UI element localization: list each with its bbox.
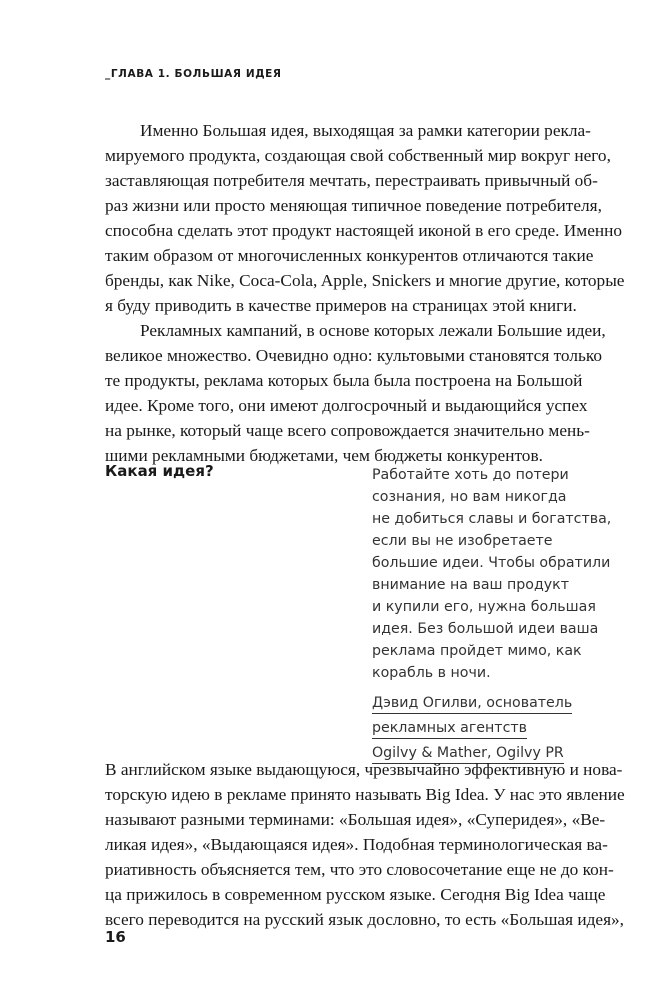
text-line: великое множество. Очевидно одно: культовыми становятся только <box>105 346 603 365</box>
text-line: раз жизни или просто меняющая типичное поведение потребителя, <box>105 196 602 215</box>
quote-line: реклама пройдет мимо, как <box>372 643 582 659</box>
epigraph-quote <box>372 464 611 767</box>
text-line: мируемого продукта, создающая свой собственный мир вокруг него, <box>105 146 611 165</box>
text-line: идее. Кроме того, они имеют долгосрочный и выдающийся успех <box>105 396 588 415</box>
quote-line: и купили его, нужна большая <box>372 599 596 615</box>
quote-attribution <box>372 692 611 767</box>
quote-line: если вы не изобретаете <box>372 533 553 549</box>
text-line: всего переводится на русский язык дословно, то есть «Большая идея», <box>105 910 624 929</box>
text-line: Именно Большая идея, выходящая за рамки категории рекла- <box>140 121 591 140</box>
paragraph-3 <box>105 757 625 932</box>
section-heading: Какая идея? <box>105 462 214 480</box>
text-line: я буду приводить в качестве примеров на страницах этой книги. <box>105 296 577 315</box>
text-line: способна сделать этот продукт настоящей иконой в его среде. Именно <box>105 221 623 240</box>
text-line: бренды, как Nike, Coca-Cola, Apple, Snickers и многие другие, которые <box>105 271 625 290</box>
quote-line: Работайте хоть до потери <box>372 467 569 483</box>
page-number: 16 <box>105 928 126 946</box>
quote-line: сознания, но вам никогда <box>372 489 567 505</box>
text-line: называют разными терминами: «Большая идея», «Суперидея», «Ве- <box>105 810 606 829</box>
text-line: ликая идея», «Выдающаяся идея». Подобная терминологическая ва- <box>105 835 608 854</box>
attribution-line: Ogilvy & Mather, Ogilvy PR <box>372 744 564 764</box>
text-line: ца прижилось в современном русском языке. Сегодня Big Idea чаще <box>105 885 606 904</box>
attribution-line: Дэвид Огилви, основатель <box>372 694 572 714</box>
paragraph-1 <box>105 118 625 468</box>
quote-line: большие идеи. Чтобы обратили <box>372 555 611 571</box>
running-header: _ГЛАВА 1. БОЛЬШАЯ ИДЕЯ <box>105 68 282 80</box>
attribution-line: рекламных агентств <box>372 719 527 739</box>
quote-line: не добиться славы и богатства, <box>372 511 612 527</box>
text-line: на рынке, который чаще всего сопровождается значительно мень- <box>105 421 590 440</box>
quote-line: корабль в ночи. <box>372 665 491 681</box>
text-line: таким образом от многочисленных конкурентов отличаются такие <box>105 246 594 265</box>
text-line: заставляющая потребителя мечтать, перестраивать привычный об- <box>105 171 598 190</box>
text-line: шими рекламными бюджетами, чем бюджеты конкурентов. <box>105 446 543 465</box>
text-line: риативность объясняется тем, что это словосочетание еще не до кон- <box>105 860 614 879</box>
quote-line: внимание на ваш продукт <box>372 577 570 593</box>
quote-line: идея. Без большой идеи ваша <box>372 621 599 637</box>
text-line: Рекламных кампаний, в основе которых лежали Большие идеи, <box>140 321 606 340</box>
text-line: те продукты, реклама которых была была построена на Большой <box>105 371 583 390</box>
text-line: В английском языке выдающуюся, чрезвычайно эффективную и нова- <box>105 760 623 779</box>
text-line: торскую идею в рекламе принято называть Big Idea. У нас это явление <box>105 785 625 804</box>
